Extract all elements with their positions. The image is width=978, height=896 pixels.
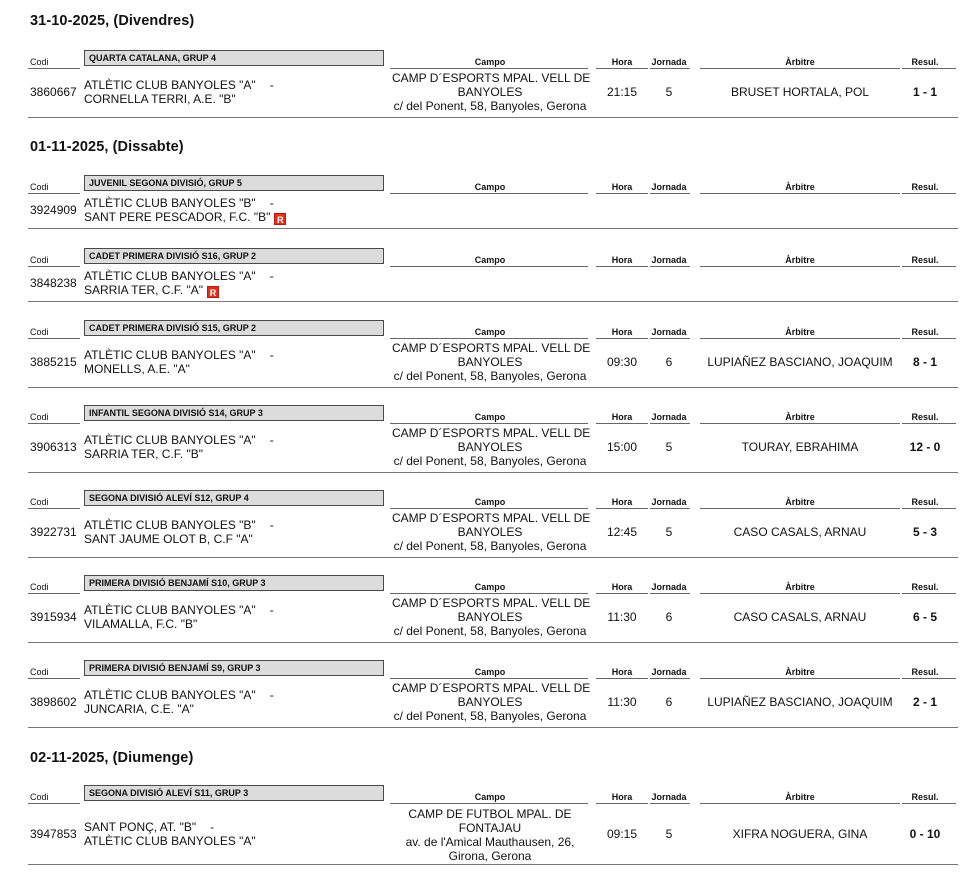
- column-header-resul: Resul.: [911, 412, 939, 422]
- date-header: 01-11-2025, (Dissabte): [30, 139, 184, 155]
- separator: -: [269, 603, 274, 617]
- home-team-row: [84, 518, 384, 532]
- column-header-campo: Campo: [474, 667, 506, 677]
- competition-title: CADET PRIMERA DIVISIÓ S16, GRUP 2: [84, 248, 384, 264]
- header-underline: [902, 678, 956, 679]
- result: 1 - 1: [912, 85, 937, 99]
- home-team: ATLÈTIC CLUB BANYOLES "B": [84, 518, 256, 532]
- column-header-arbitre: Àrbitre: [785, 182, 815, 192]
- column-header-campo: Campo: [474, 582, 506, 592]
- column-header-resul: Resul.: [911, 582, 939, 592]
- header-underline: [596, 423, 648, 424]
- column-header-arbitre: Àrbitre: [785, 255, 815, 265]
- home-team-row: [84, 269, 384, 283]
- column-header-resul: Resul.: [911, 255, 939, 265]
- away-team-row: [84, 447, 384, 461]
- matchday: 5: [665, 827, 673, 841]
- row-divider: [28, 228, 958, 229]
- header-underline: [700, 266, 900, 267]
- column-header-hora: Hora: [611, 792, 633, 802]
- column-header-arbitre: Àrbitre: [785, 667, 815, 677]
- home-team-row: [84, 348, 384, 362]
- column-header-campo: Campo: [474, 255, 506, 265]
- match-code: 3860667: [30, 85, 77, 99]
- away-team-row: [84, 532, 384, 546]
- column-header-resul: Resul.: [911, 182, 939, 192]
- match-time: 11:30: [607, 695, 637, 709]
- venue-line: CAMP D´ESPORTS MPAL. VELL DE: [392, 596, 591, 610]
- header-underline: [650, 266, 690, 267]
- matchday: 5: [665, 85, 673, 99]
- header-underline: [700, 338, 900, 339]
- column-header-codi: Codi: [30, 792, 49, 802]
- header-underline: [650, 678, 690, 679]
- header-underline: [596, 68, 648, 69]
- column-header-arbitre: Àrbitre: [785, 497, 815, 507]
- date-header: 31-10-2025, (Divendres): [30, 13, 195, 29]
- home-team: ATLÈTIC CLUB BANYOLES "B": [84, 196, 256, 210]
- header-underline: [902, 423, 956, 424]
- away-team-row: [84, 702, 384, 716]
- header-underline: [390, 266, 588, 267]
- header-underline: [902, 508, 956, 509]
- header-underline: [650, 593, 690, 594]
- away-team-row: [84, 362, 384, 376]
- column-header-jornada: Jornada: [651, 327, 687, 337]
- header-underline: [390, 593, 588, 594]
- venue-line: CAMP DE FUTBOL MPAL. DE: [408, 807, 572, 821]
- column-header-hora: Hora: [611, 327, 633, 337]
- venue-line: BANYOLES: [457, 440, 523, 454]
- column-header-jornada: Jornada: [651, 57, 687, 67]
- venue: [392, 807, 588, 863]
- venue-line: c/ del Ponent, 58, Banyoles, Gerona: [393, 369, 587, 383]
- match-code: 3915934: [30, 610, 77, 624]
- result: 2 - 1: [912, 695, 937, 709]
- column-header-arbitre: Àrbitre: [785, 327, 815, 337]
- column-header-hora: Hora: [611, 255, 633, 265]
- header-underline: [28, 593, 80, 594]
- home-team: ATLÈTIC CLUB BANYOLES "A": [84, 348, 256, 362]
- column-header-resul: Resul.: [911, 792, 939, 802]
- separator: -: [210, 820, 215, 834]
- venue-line: c/ del Ponent, 58, Banyoles, Gerona: [393, 99, 587, 113]
- teams: [84, 518, 384, 546]
- header-underline: [700, 508, 900, 509]
- teams: [84, 820, 384, 848]
- match-code: 3924909: [30, 203, 77, 217]
- column-header-resul: Resul.: [911, 57, 939, 67]
- date-header: 02-11-2025, (Diumenge): [30, 750, 194, 766]
- column-header-codi: Codi: [30, 327, 49, 337]
- header-underline: [902, 338, 956, 339]
- header-underline: [28, 68, 80, 69]
- column-header-codi: Codi: [30, 57, 49, 67]
- separator: -: [269, 348, 274, 362]
- away-team: SANT PERE PESCADOR, F.C. "B": [84, 210, 271, 224]
- row-divider: [28, 301, 958, 302]
- venue-line: FONTAJAU: [458, 821, 522, 835]
- separator: -: [269, 518, 274, 532]
- referee: LUPIAÑEZ BASCIANO, JOAQUIM: [707, 355, 893, 369]
- column-header-arbitre: Àrbitre: [785, 582, 815, 592]
- separator: -: [269, 78, 274, 92]
- header-underline: [390, 338, 588, 339]
- match-code: 3947853: [30, 827, 77, 841]
- venue: [392, 596, 591, 638]
- away-team: SARRIA TER, C.F. "A": [84, 283, 203, 297]
- matchday: 5: [665, 440, 673, 454]
- separator: -: [269, 269, 274, 283]
- header-underline: [902, 193, 956, 194]
- header-underline: [700, 678, 900, 679]
- venue: [392, 511, 591, 553]
- header-underline: [596, 193, 648, 194]
- competition-title: QUARTA CATALANA, GRUP 4: [84, 50, 384, 66]
- column-header-jornada: Jornada: [651, 255, 687, 265]
- header-underline: [596, 266, 648, 267]
- separator: -: [269, 688, 274, 702]
- venue-line: CAMP D´ESPORTS MPAL. VELL DE: [392, 341, 591, 355]
- teams: [84, 269, 384, 297]
- venue-line: BANYOLES: [457, 610, 523, 624]
- away-team: CORNELLA TERRI, A.E. "B": [84, 92, 236, 106]
- column-header-resul: Resul.: [911, 327, 939, 337]
- header-underline: [28, 338, 80, 339]
- header-underline: [390, 803, 588, 804]
- column-header-hora: Hora: [611, 667, 633, 677]
- match-block: [0, 177, 978, 229]
- teams: [84, 196, 384, 224]
- match-code: 3922731: [30, 525, 77, 539]
- header-underline: [650, 508, 690, 509]
- column-header-codi: Codi: [30, 667, 49, 677]
- row-divider: [28, 472, 958, 473]
- column-header-hora: Hora: [611, 182, 633, 192]
- header-underline: [700, 68, 900, 69]
- header-underline: [650, 193, 690, 194]
- matchday: 6: [665, 355, 673, 369]
- referee: TOURAY, EBRAHIMA: [741, 440, 859, 454]
- match-time: 12:45: [606, 525, 638, 539]
- teams: [84, 688, 384, 716]
- venue-line: CAMP D´ESPORTS MPAL. VELL DE: [392, 71, 591, 85]
- referee: CASO CASALS, ARNAU: [733, 610, 867, 624]
- header-underline: [28, 266, 80, 267]
- competition-title: SEGONA DIVISIÓ ALEVÍ S12, GRUP 4: [84, 490, 384, 506]
- separator: -: [269, 196, 274, 210]
- header-underline: [650, 803, 690, 804]
- column-header-jornada: Jornada: [651, 182, 687, 192]
- row-divider: [28, 642, 958, 643]
- column-header-hora: Hora: [611, 57, 633, 67]
- match-code: 3848238: [30, 276, 77, 290]
- header-underline: [596, 338, 648, 339]
- away-team-row: [84, 617, 384, 631]
- header-underline: [902, 266, 956, 267]
- away-team-row: [84, 283, 384, 297]
- result: 8 - 1: [912, 355, 937, 369]
- header-underline: [700, 193, 900, 194]
- column-header-codi: Codi: [30, 182, 49, 192]
- header-underline: [28, 803, 80, 804]
- row-divider: [28, 117, 958, 118]
- row-divider: [28, 557, 958, 558]
- header-underline: [902, 803, 956, 804]
- separator: -: [269, 433, 274, 447]
- home-team-row: [84, 196, 384, 210]
- match-time: 09:30: [606, 355, 638, 369]
- venue: [392, 71, 591, 113]
- header-underline: [390, 68, 588, 69]
- column-header-campo: Campo: [474, 57, 506, 67]
- home-team-row: [84, 78, 384, 92]
- competition-title: CADET PRIMERA DIVISIÓ S15, GRUP 2: [84, 320, 384, 336]
- column-header-hora: Hora: [611, 497, 633, 507]
- venue: [392, 681, 591, 723]
- venue-line: BANYOLES: [457, 525, 523, 539]
- venue-line: c/ del Ponent, 58, Banyoles, Gerona: [393, 709, 587, 723]
- header-underline: [596, 803, 648, 804]
- match-time: 15:00: [606, 440, 638, 454]
- row-divider: [28, 387, 958, 388]
- match-block: [0, 577, 978, 643]
- column-header-codi: Codi: [30, 582, 49, 592]
- venue-line: BANYOLES: [457, 85, 523, 99]
- header-underline: [902, 68, 956, 69]
- result: 0 - 10: [909, 827, 941, 841]
- match-block: [0, 787, 978, 865]
- column-header-campo: Campo: [474, 497, 506, 507]
- column-header-resul: Resul.: [911, 497, 939, 507]
- venue-line: c/ del Ponent, 58, Banyoles, Gerona: [393, 454, 587, 468]
- result: 12 - 0: [909, 440, 941, 454]
- match-code: 3885215: [30, 355, 77, 369]
- column-header-campo: Campo: [474, 327, 506, 337]
- column-header-jornada: Jornada: [651, 497, 687, 507]
- header-underline: [700, 593, 900, 594]
- header-underline: [902, 593, 956, 594]
- header-underline: [28, 508, 80, 509]
- venue-line: av. de l'Amical Mauthausen, 26,: [405, 835, 575, 849]
- column-header-jornada: Jornada: [651, 792, 687, 802]
- venue-line: CAMP D´ESPORTS MPAL. VELL DE: [392, 426, 591, 440]
- venue-line: Girona, Gerona: [448, 849, 532, 863]
- column-header-arbitre: Àrbitre: [785, 57, 815, 67]
- referee: LUPIAÑEZ BASCIANO, JOAQUIM: [707, 695, 893, 709]
- referee: XIFRA NOGUERA, GINA: [732, 827, 868, 841]
- header-underline: [700, 803, 900, 804]
- teams: [84, 603, 384, 631]
- header-underline: [650, 338, 690, 339]
- home-team-row: [84, 433, 384, 447]
- header-underline: [650, 423, 690, 424]
- home-team: ATLÈTIC CLUB BANYOLES "A": [84, 78, 256, 92]
- column-header-hora: Hora: [611, 582, 633, 592]
- column-header-jornada: Jornada: [651, 667, 687, 677]
- competition-title: INFANTIL SEGONA DIVISIÓ S14, GRUP 3: [84, 405, 384, 421]
- column-header-jornada: Jornada: [651, 412, 687, 422]
- match-block: [0, 407, 978, 473]
- matchday: 5: [665, 525, 673, 539]
- column-header-codi: Codi: [30, 255, 49, 265]
- match-block: [0, 250, 978, 302]
- match-block: [0, 322, 978, 388]
- competition-title: PRIMERA DIVISIÓ BENJAMÍ S10, GRUP 3: [84, 575, 384, 591]
- away-team: ATLÈTIC CLUB BANYOLES "A": [84, 834, 256, 848]
- venue-line: c/ del Ponent, 58, Banyoles, Gerona: [393, 624, 587, 638]
- away-team: JUNCARIA, C.E. "A": [84, 702, 194, 716]
- venue-line: CAMP D´ESPORTS MPAL. VELL DE: [392, 681, 591, 695]
- competition-title: PRIMERA DIVISIÓ BENJAMÍ S9, GRUP 3: [84, 660, 384, 676]
- match-time: 11:30: [607, 610, 637, 624]
- away-team-row: [84, 834, 384, 848]
- away-team: SARRIA TER, C.F. "B": [84, 447, 203, 461]
- column-header-codi: Codi: [30, 412, 49, 422]
- header-underline: [596, 508, 648, 509]
- rescheduled-flag-icon: R: [274, 213, 286, 225]
- header-underline: [390, 193, 588, 194]
- referee: CASO CASALS, ARNAU: [733, 525, 867, 539]
- match-code: 3898602: [30, 695, 77, 709]
- home-team-row: [84, 603, 384, 617]
- referee: BRUSET HORTALA, POL: [730, 85, 870, 99]
- header-underline: [596, 678, 648, 679]
- header-underline: [28, 678, 80, 679]
- column-header-arbitre: Àrbitre: [785, 792, 815, 802]
- column-header-resul: Resul.: [911, 667, 939, 677]
- match-code: 3906313: [30, 440, 77, 454]
- result: 5 - 3: [912, 525, 937, 539]
- away-team: SANT JAUME OLOT B, C.F "A": [84, 532, 253, 546]
- competition-title: SEGONA DIVISIÓ ALEVÍ S11, GRUP 3: [84, 785, 384, 801]
- match-time: 09:15: [606, 827, 638, 841]
- matchday: 6: [665, 610, 673, 624]
- venue: [392, 341, 591, 383]
- venue-line: BANYOLES: [457, 355, 523, 369]
- column-header-campo: Campo: [474, 412, 506, 422]
- teams: [84, 433, 384, 461]
- column-header-campo: Campo: [474, 182, 506, 192]
- header-underline: [390, 508, 588, 509]
- teams: [84, 78, 384, 106]
- home-team-row: [84, 820, 384, 834]
- venue-line: CAMP D´ESPORTS MPAL. VELL DE: [392, 511, 591, 525]
- venue: [392, 426, 591, 468]
- result: 6 - 5: [912, 610, 937, 624]
- row-divider: [28, 727, 958, 728]
- venue-line: c/ del Ponent, 58, Banyoles, Gerona: [393, 539, 587, 553]
- matchday: 6: [665, 695, 673, 709]
- match-block: [0, 492, 978, 558]
- header-underline: [700, 423, 900, 424]
- header-underline: [390, 423, 588, 424]
- away-team: MONELLS, A.E. "A": [84, 362, 190, 376]
- away-team-row: [84, 92, 384, 106]
- row-divider: [28, 864, 958, 865]
- match-block: [0, 662, 978, 728]
- home-team: ATLÈTIC CLUB BANYOLES "A": [84, 603, 256, 617]
- match-block: [0, 52, 978, 118]
- home-team: SANT PONÇ, AT. "B": [84, 820, 197, 834]
- home-team: ATLÈTIC CLUB BANYOLES "A": [84, 433, 256, 447]
- column-header-codi: Codi: [30, 497, 49, 507]
- home-team: ATLÈTIC CLUB BANYOLES "A": [84, 269, 256, 283]
- home-team: ATLÈTIC CLUB BANYOLES "A": [84, 688, 256, 702]
- header-underline: [390, 678, 588, 679]
- header-underline: [28, 423, 80, 424]
- away-team: VILAMALLA, F.C. "B": [84, 617, 198, 631]
- teams: [84, 348, 384, 376]
- column-header-campo: Campo: [474, 792, 506, 802]
- column-header-hora: Hora: [611, 412, 633, 422]
- competition-title: JUVENIL SEGONA DIVISIÓ, GRUP 5: [84, 175, 384, 191]
- column-header-arbitre: Àrbitre: [785, 412, 815, 422]
- column-header-jornada: Jornada: [651, 582, 687, 592]
- header-underline: [596, 593, 648, 594]
- venue-line: BANYOLES: [457, 695, 523, 709]
- header-underline: [28, 193, 80, 194]
- home-team-row: [84, 688, 384, 702]
- match-time: 21:15: [606, 85, 638, 99]
- rescheduled-flag-icon: R: [207, 286, 219, 298]
- header-underline: [650, 68, 690, 69]
- away-team-row: [84, 210, 384, 224]
